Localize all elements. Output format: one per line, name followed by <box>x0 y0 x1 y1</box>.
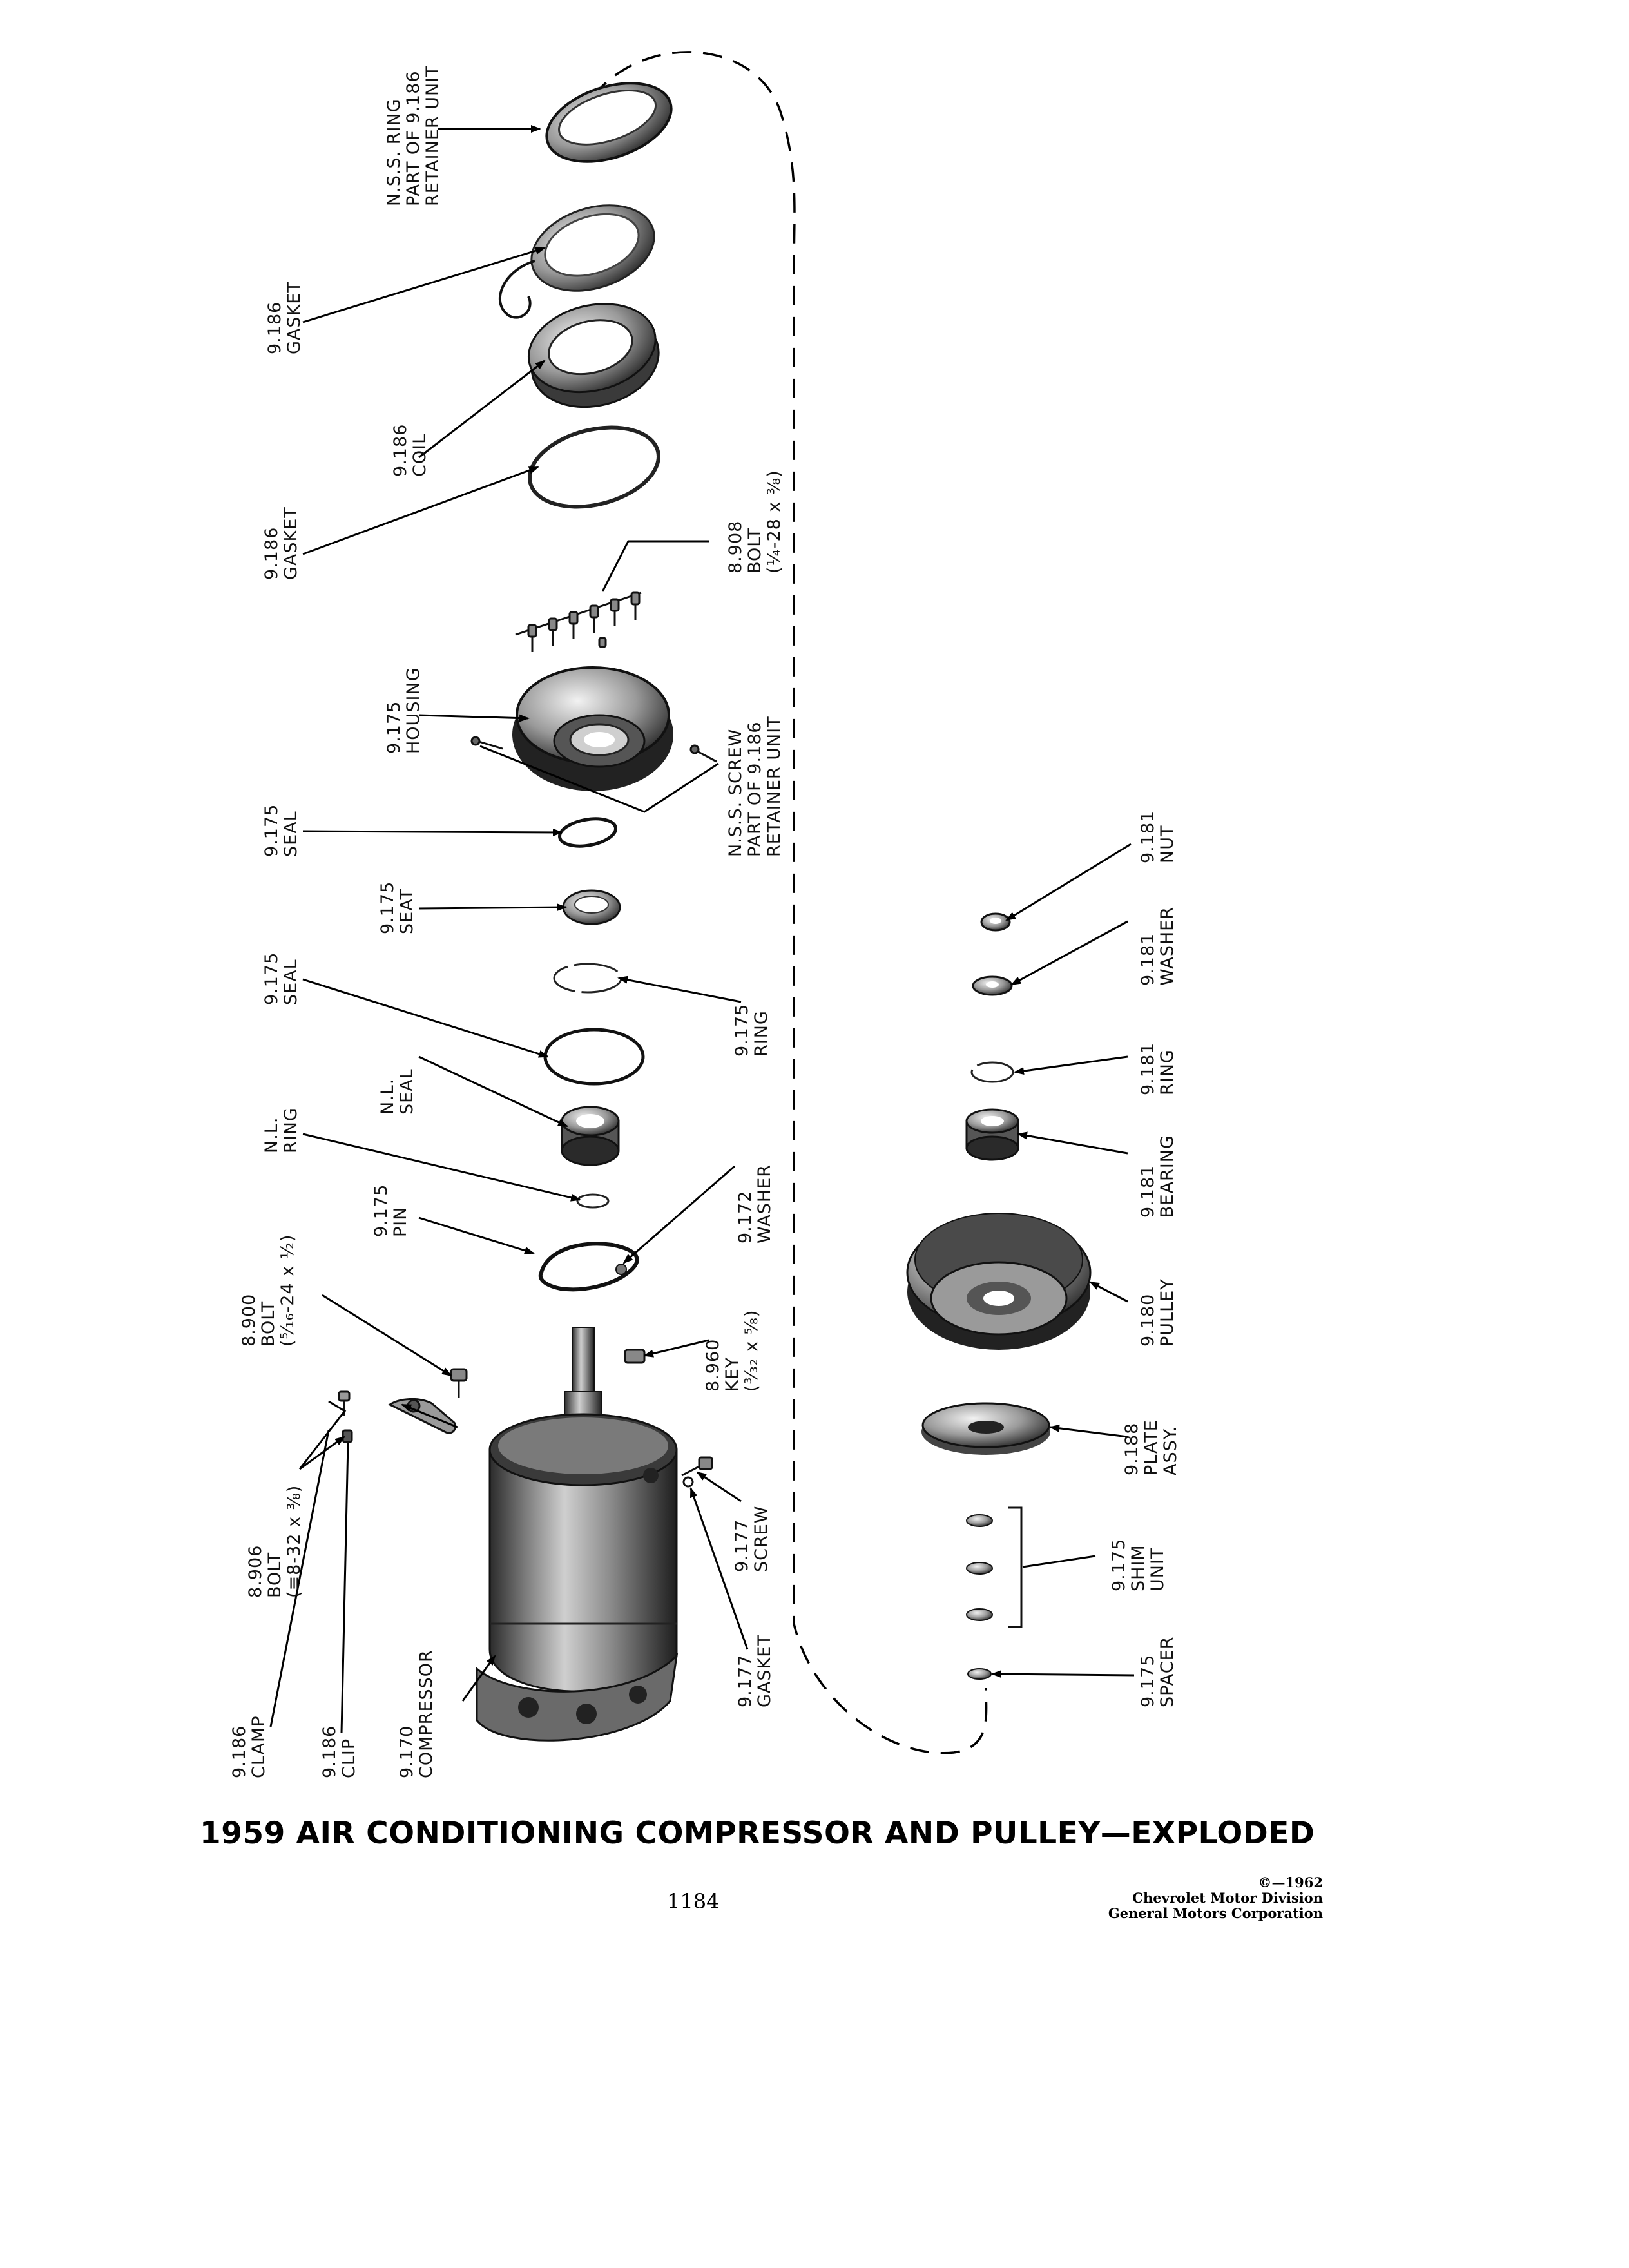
label-line: (¼-28 x ⅜) <box>764 470 784 573</box>
label-line: 9.177 <box>735 1654 755 1707</box>
label-line: 9.172 <box>735 1190 755 1244</box>
gasket-mid-part <box>521 415 667 519</box>
label-line: PLATE <box>1141 1419 1161 1475</box>
label-gasket-mid <box>262 506 301 580</box>
label-line: RING <box>1157 1049 1177 1095</box>
label-line: 9.175 <box>371 1184 391 1237</box>
bearing-part <box>967 1110 1018 1160</box>
label-line: 9.181 <box>1138 932 1158 986</box>
label-bolt-8906 <box>246 1485 304 1598</box>
pulley-part <box>907 1213 1090 1350</box>
label-line: 9.175 <box>262 952 282 1005</box>
label-nut <box>1138 811 1177 863</box>
label-line: 8.908 <box>726 520 746 573</box>
label-line: 9.181 <box>1138 1164 1158 1218</box>
label-line: 9.175 <box>732 1003 752 1057</box>
label-line: BEARING <box>1157 1135 1177 1218</box>
label-bolt-8908 <box>726 470 784 573</box>
label-line: RETAINER UNIT <box>764 716 784 857</box>
label-key <box>703 1310 762 1392</box>
label-line: 9.181 <box>1138 1042 1158 1095</box>
label-nss-screw <box>726 716 784 857</box>
label-pin <box>371 1184 410 1237</box>
nl-ring-part <box>577 1195 608 1207</box>
spacer-part <box>968 1669 991 1679</box>
label-washer-9181 <box>1138 907 1177 986</box>
copyright-corporation: General Motors Corporation <box>1108 1905 1323 1921</box>
label-line: N.S.S. RING <box>384 98 404 206</box>
seal-a-part <box>557 815 618 850</box>
label-line: 9.181 <box>1138 810 1158 863</box>
label-line: GASKET <box>755 1634 775 1707</box>
label-line: 9.177 <box>732 1519 752 1572</box>
label-nl-seal <box>378 1068 417 1115</box>
label-line: 9.186 <box>265 301 285 354</box>
label-gasket-9177 <box>735 1634 775 1707</box>
label-line: COIL <box>410 433 430 477</box>
page-number: 1184 <box>667 1889 720 1914</box>
label-line: SEAL <box>281 959 301 1005</box>
label-line: COMPRESSOR <box>416 1649 436 1778</box>
label-line: GASKET <box>281 506 301 580</box>
label-line: 9.186 <box>262 526 282 580</box>
label-plate <box>1122 1419 1181 1475</box>
label-line: PIN <box>390 1206 410 1237</box>
nss-ring-part <box>537 69 681 176</box>
copyright-block <box>1108 1875 1323 1921</box>
nut-part <box>981 914 1010 930</box>
label-line: N.L. <box>378 1078 398 1115</box>
label-compressor <box>397 1649 436 1778</box>
ring-9175-part <box>554 964 621 992</box>
label-line: 9.175 <box>384 700 404 754</box>
label-housing <box>384 667 423 754</box>
label-line: (³⁄₃₂ x ⅝) <box>742 1309 762 1392</box>
label-line: RETAINER UNIT <box>423 65 443 206</box>
label-line: 9.186 <box>229 1725 249 1778</box>
shim-part <box>967 1508 1021 1627</box>
label-spacer <box>1138 1637 1177 1707</box>
label-line: (⁵⁄₁₆-24 x ½) <box>278 1234 298 1347</box>
clip-part <box>390 1399 455 1433</box>
housing-part <box>512 668 673 791</box>
bolt-8900-part <box>451 1369 467 1398</box>
label-line: KEY <box>722 1356 742 1392</box>
label-line: 9.175 <box>1138 1654 1158 1707</box>
label-line: PULLEY <box>1157 1278 1177 1347</box>
page-title: 1959 AIR CONDITIONING COMPRESSOR AND PULLEY—EXPLODED <box>200 1816 1315 1851</box>
gasket-9177-part <box>684 1477 693 1486</box>
label-bearing <box>1138 1135 1177 1218</box>
label-line: CLAMP <box>249 1715 269 1778</box>
label-line: 8.960 <box>703 1338 723 1392</box>
seal-b-part <box>545 1030 643 1084</box>
washer-9181-part <box>973 977 1012 995</box>
label-nss-ring <box>384 65 443 206</box>
label-line: (≡8-32 x ⅜) <box>284 1485 304 1598</box>
label-seal-9175-b <box>262 952 301 1005</box>
label-line: SPACER <box>1157 1636 1177 1707</box>
label-line: NUT <box>1157 825 1177 863</box>
label-line: RING <box>281 1107 301 1153</box>
compressor-part <box>477 1327 677 1740</box>
washer-9172-part <box>616 1264 626 1274</box>
copyright-division: Chevrolet Motor Division <box>1132 1890 1323 1906</box>
label-seat <box>378 881 417 934</box>
label-line: UNIT <box>1148 1547 1168 1591</box>
label-line: N.S.S. SCREW <box>726 728 746 857</box>
label-line: BOLT <box>745 527 765 573</box>
nl-seal-part <box>562 1107 619 1165</box>
label-line: 9.175 <box>262 803 282 857</box>
label-ring-9175 <box>732 1004 771 1057</box>
label-line: ASSY. <box>1161 1425 1181 1475</box>
label-line: HOUSING <box>403 667 423 754</box>
seat-part <box>563 890 620 924</box>
plate-part <box>921 1403 1050 1455</box>
label-line: SEAL <box>281 811 301 857</box>
label-seal-9175-a <box>262 804 301 857</box>
label-line: 8.900 <box>239 1293 259 1347</box>
label-line: 9.175 <box>1109 1538 1129 1591</box>
bolt-8908-part <box>516 593 641 652</box>
label-nl-ring <box>262 1107 301 1153</box>
label-screw-9177 <box>732 1505 771 1572</box>
ring-9181-part <box>972 1062 1013 1082</box>
label-line: PART OF 9.186 <box>745 721 765 857</box>
label-line: 9.188 <box>1122 1422 1142 1475</box>
label-line: SEAL <box>397 1068 417 1115</box>
label-gasket-top <box>265 281 304 354</box>
label-line: WASHER <box>755 1164 775 1244</box>
label-bolt-8900 <box>239 1235 298 1347</box>
label-line: 9.186 <box>390 423 410 477</box>
copyright-year: ©—1962 <box>1258 1874 1323 1890</box>
coil-part <box>519 291 669 420</box>
label-line: 9.175 <box>378 881 398 934</box>
label-line: BOLT <box>258 1300 278 1347</box>
key-part <box>625 1350 644 1363</box>
label-line: 9.180 <box>1138 1293 1158 1347</box>
label-line: 9.170 <box>397 1725 417 1778</box>
label-line: SEAT <box>397 888 417 934</box>
label-line: 8.906 <box>246 1544 265 1598</box>
label-line: SHIM <box>1128 1544 1148 1591</box>
label-line: 9.186 <box>320 1725 340 1778</box>
label-line: N.L. <box>262 1117 282 1153</box>
label-line: BOLT <box>265 1552 285 1598</box>
label-line: GASKET <box>284 281 304 354</box>
label-coil <box>390 424 430 477</box>
label-line: PART OF 9.186 <box>403 70 423 206</box>
label-line: WASHER <box>1157 907 1177 986</box>
label-washer-9172 <box>735 1164 775 1244</box>
label-line: CLIP <box>339 1738 359 1778</box>
label-pulley <box>1138 1278 1177 1347</box>
label-line: RING <box>751 1010 771 1057</box>
label-line: SCREW <box>751 1505 771 1572</box>
label-shim <box>1109 1539 1168 1591</box>
label-clip <box>320 1725 359 1778</box>
label-ring-9181 <box>1138 1043 1177 1095</box>
label-clamp <box>229 1715 269 1778</box>
